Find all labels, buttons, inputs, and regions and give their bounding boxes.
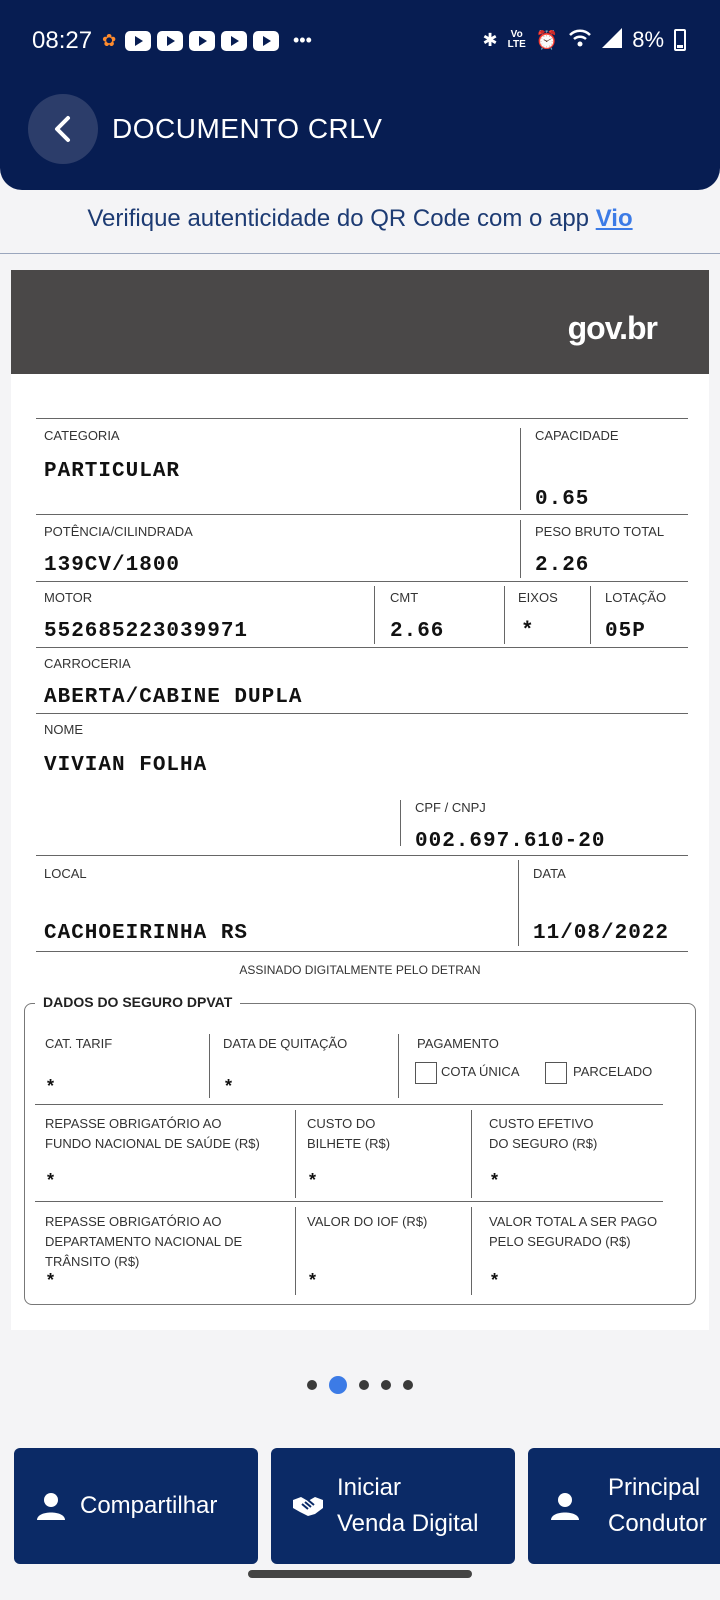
label-line: TRÂNSITO (R$) [45, 1254, 140, 1269]
handshake-icon [291, 1494, 325, 1518]
divider [520, 428, 521, 510]
custo-efetivo-label [489, 1114, 597, 1154]
custo-efetivo-value: * [491, 1170, 499, 1190]
volte-text: Vo [510, 29, 523, 40]
youtube-icon [189, 31, 215, 51]
page-title: DOCUMENTO CRLV [112, 113, 383, 144]
divider [36, 713, 688, 714]
label-line: DO SEGURO (R$) [489, 1136, 598, 1151]
label-line: REPASSE OBRIGATÓRIO AO [45, 1214, 222, 1229]
divider [209, 1034, 210, 1098]
repasse-saude-value: * [47, 1170, 55, 1190]
notification-k-icon: ✿ [102, 31, 117, 50]
label-line: Iniciar [337, 1474, 402, 1501]
signed-text: ASSINADO DIGITALMENTE PELO DETRAN [239, 963, 481, 977]
local-label: LOCAL [44, 866, 87, 881]
carroceria-value: ABERTA/CABINE DUPLA [44, 686, 303, 709]
label-line: BILHETE (R$) [307, 1136, 391, 1151]
principal-condutor-label [608, 1470, 707, 1542]
cmt-value: 2.66 [390, 620, 445, 643]
categoria-value: PARTICULAR [44, 460, 181, 483]
eixos-value: * [521, 620, 535, 643]
page-indicator [0, 1376, 720, 1394]
page-dot[interactable] [403, 1380, 413, 1390]
peso-value: 2.26 [535, 554, 590, 577]
page-dot[interactable] [307, 1380, 317, 1390]
divider [520, 520, 521, 578]
eixos-label: EIXOS [518, 590, 558, 605]
page-dot[interactable] [381, 1380, 391, 1390]
custo-bilhete-value: * [309, 1170, 317, 1190]
battery-icon [674, 29, 686, 51]
divider [36, 647, 688, 648]
label-line: PELO SEGURADO (R$) [489, 1234, 631, 1249]
youtube-icon [157, 31, 183, 51]
dpvat-section [24, 994, 696, 1305]
bluetooth-icon: ✱ [482, 29, 498, 50]
potencia-label: POTÊNCIA/CILINDRADA [44, 524, 193, 539]
label-line: CUSTO DO [307, 1116, 376, 1131]
divider [504, 586, 505, 644]
back-button[interactable] [28, 94, 98, 164]
valor-iof-value: * [309, 1270, 317, 1290]
valor-total-value: * [491, 1270, 499, 1290]
divider [36, 418, 688, 419]
label-line: CUSTO EFETIVO [489, 1116, 594, 1131]
status-time: 08:27 [32, 27, 93, 54]
dpvat-title: DADOS DO SEGURO DPVAT [35, 994, 240, 1010]
potencia-value: 139CV/1800 [44, 554, 181, 577]
divider [36, 951, 688, 952]
share-label: Compartilhar [80, 1492, 218, 1519]
iniciar-venda-button[interactable] [271, 1448, 515, 1564]
label-line: REPASSE OBRIGATÓRIO AO [45, 1116, 222, 1131]
label-line: DEPARTAMENTO NACIONAL DE [45, 1234, 243, 1249]
cota-unica-checkbox[interactable] [415, 1062, 437, 1084]
cota-unica-label: COTA ÚNICA [441, 1064, 520, 1079]
verify-banner [0, 205, 720, 233]
more-icon: ••• [293, 30, 312, 50]
lotacao-label: LOTAÇÃO [605, 590, 667, 605]
divider [295, 1110, 296, 1198]
vio-link[interactable]: Vio [595, 205, 633, 232]
signal-icon [602, 28, 622, 53]
label-line: FUNDO NACIONAL DE SAÚDE (R$) [45, 1136, 260, 1151]
volte-text: LTE [507, 39, 526, 50]
divider [295, 1207, 296, 1295]
status-icons [483, 27, 686, 53]
wifi-icon [568, 28, 592, 53]
gov-br-logo: gov.br [567, 310, 657, 346]
categoria-label: CATEGORIA [44, 428, 120, 443]
label-line: Principal [608, 1474, 701, 1501]
user-icon [548, 1491, 582, 1521]
local-value: CACHOEIRINHA RS [44, 922, 249, 945]
valor-total-label [489, 1212, 657, 1252]
divider [36, 514, 688, 515]
divider [518, 860, 519, 946]
data-label: DATA [533, 866, 566, 881]
crlv-document [11, 270, 709, 1330]
user-icon [34, 1491, 68, 1521]
app-header [0, 66, 720, 190]
cpf-value: 002.697.610-20 [415, 830, 606, 853]
divider [36, 581, 688, 582]
divider [36, 855, 688, 856]
divider [471, 1207, 472, 1295]
parcelado-label: PARCELADO [573, 1064, 653, 1079]
verify-text: Verifique autenticidade do QR Code com o app [87, 205, 596, 232]
notification-icons [102, 30, 312, 51]
page-dot[interactable] [359, 1380, 369, 1390]
divider [398, 1034, 399, 1098]
peso-label: PESO BRUTO TOTAL [535, 524, 665, 539]
divider [590, 586, 591, 644]
lotacao-value: 05P [605, 620, 646, 643]
iniciar-venda-label [337, 1470, 478, 1542]
cat-tarif-value: * [47, 1076, 55, 1096]
label-line: VALOR TOTAL A SER PAGO [489, 1214, 658, 1229]
home-indicator[interactable] [248, 1570, 472, 1578]
data-quitacao-value: * [225, 1076, 233, 1096]
data-quitacao-label: DATA DE QUITAÇÃO [223, 1036, 348, 1051]
motor-label: MOTOR [44, 590, 93, 605]
page-dot-active[interactable] [329, 1376, 347, 1394]
battery-percent: 8% [632, 27, 664, 52]
document-header-band [11, 270, 709, 374]
label-line: Venda Digital [337, 1510, 479, 1537]
divider [400, 800, 401, 846]
cpf-label: CPF / CNPJ [415, 800, 486, 815]
valor-iof-label: VALOR DO IOF (R$) [307, 1214, 428, 1229]
capacidade-label: CAPACIDADE [535, 428, 619, 443]
youtube-icon [221, 31, 247, 51]
chevron-left-icon [50, 114, 76, 144]
divider [374, 586, 375, 644]
action-bar [0, 1448, 720, 1566]
youtube-icon [125, 31, 151, 51]
cat-tarif-label: CAT. TARIF [45, 1036, 113, 1051]
label-line: Condutor [608, 1510, 707, 1537]
repasse-transito-value: * [47, 1270, 55, 1290]
alarm-icon: ⏰ [535, 29, 559, 50]
carroceria-label: CARROCERIA [44, 656, 131, 671]
nome-label: NOME [44, 722, 83, 737]
nome-value: VIVIAN FOLHA [44, 754, 208, 777]
volte-icon [508, 30, 526, 50]
cmt-label: CMT [390, 590, 419, 605]
divider [35, 1201, 663, 1202]
youtube-icon [253, 31, 279, 51]
pagamento-label: PAGAMENTO [417, 1036, 499, 1051]
repasse-saude-label [45, 1114, 260, 1154]
share-button[interactable] [14, 1448, 258, 1564]
divider [0, 253, 720, 254]
divider [35, 1104, 663, 1105]
principal-condutor-button[interactable] [528, 1448, 720, 1564]
repasse-transito-label [45, 1212, 242, 1272]
status-bar [0, 0, 720, 66]
motor-value: 552685223039971 [44, 620, 249, 643]
capacidade-value: 0.65 [535, 488, 590, 511]
custo-bilhete-label [307, 1114, 390, 1154]
divider [471, 1110, 472, 1198]
data-value: 11/08/2022 [533, 922, 670, 945]
parcelado-checkbox[interactable] [545, 1062, 567, 1084]
